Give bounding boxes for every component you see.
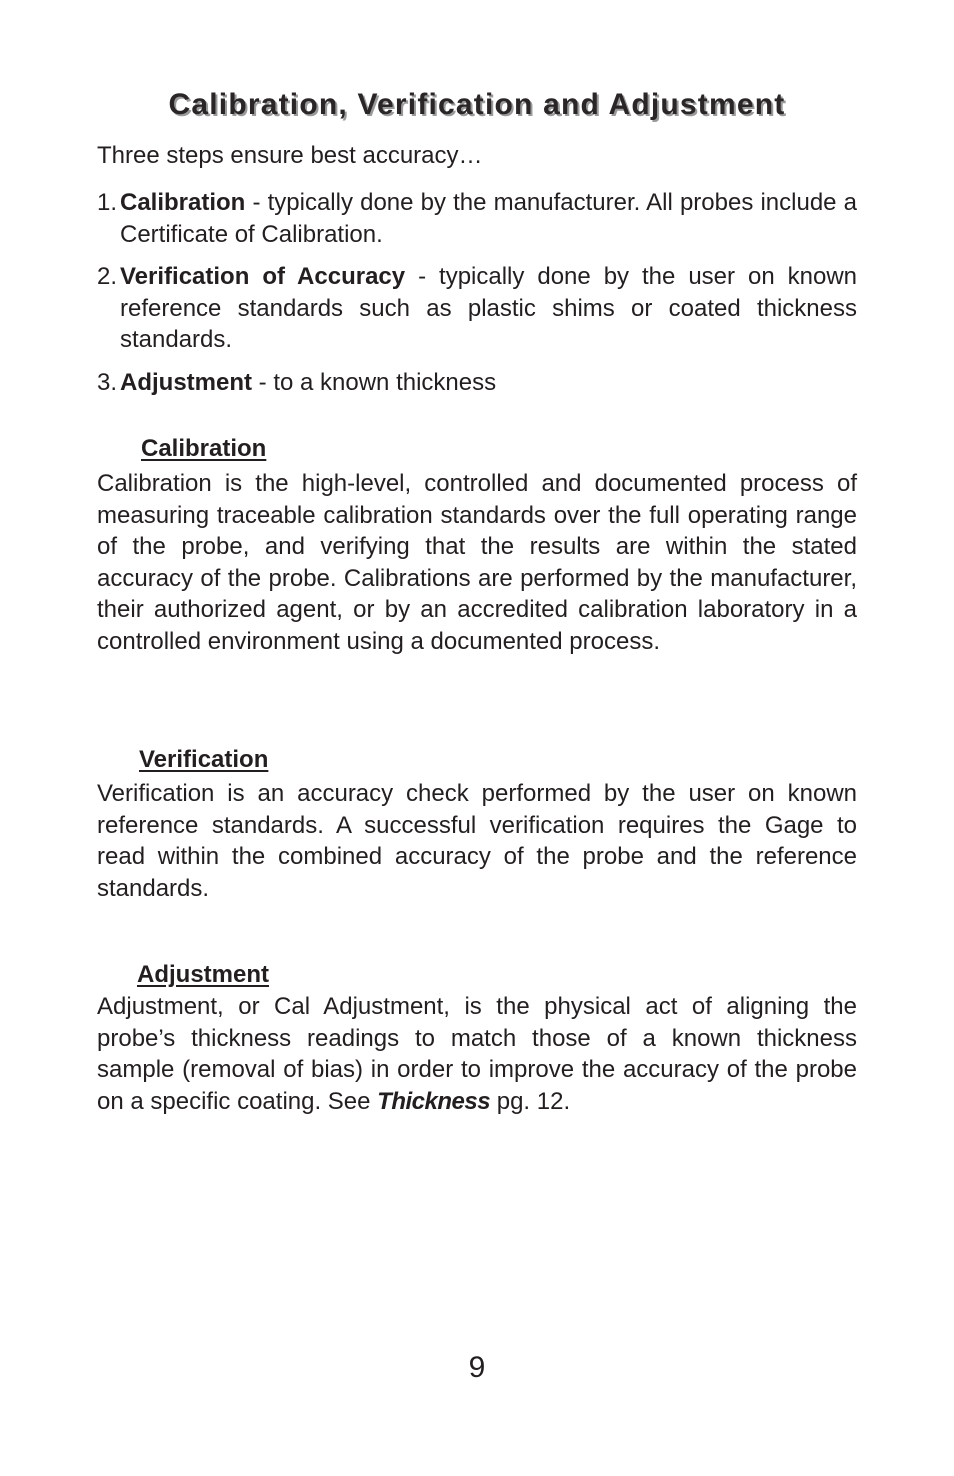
step-item-calibration [97, 187, 857, 250]
adjustment-body-text: Adjustment, or Cal Adjustment, is the physical act of aligning the probe’s thickness readings to match those of a known thickness sample (removal of bias) in order to improve the accuracy of the probe on a specific coating. See [97, 993, 857, 1115]
intro-text: Three steps ensure best accuracy… [97, 142, 483, 169]
step-description: - typically done by the manufacturer. All probes include a Certificate of Calibration. [120, 189, 857, 248]
verification-heading: Verification [139, 746, 269, 773]
page-title: Calibration, Verification and Adjustment [168, 88, 786, 121]
step-number: 2. [97, 263, 118, 291]
step-description: - typically done by the user on known reference standards such as plastic shims or coated thickness standards. [120, 263, 857, 354]
calibration-body: Calibration is the high-level, controlled and documented process of measuring traceable calibration standards over the full operating range of the probe, and verifying that the results are within the stated accuracy of the probe. Calibrations are performed by the manufacturer, their authorized agent, or by an accredited calibration laboratory in a controlled environment using a documented process. [97, 470, 857, 655]
verification-body: Verification is an accuracy check performed by the user on known reference standards. A successful verification requires the Gage to read within the combined accuracy of the probe and the reference standards. [97, 780, 857, 902]
adjustment-body [97, 991, 857, 1117]
calibration-heading: Calibration [141, 435, 267, 462]
page-number: 9 [468, 1351, 486, 1384]
step-item-adjustment [97, 367, 857, 399]
thickness-reference: Thickness [377, 1087, 491, 1115]
step-number: 1. [97, 189, 118, 216]
step-term: Calibration [120, 189, 246, 216]
step-item-verification [97, 261, 857, 356]
step-description: - to a known thickness [252, 368, 497, 396]
step-term: Verification of Accuracy [120, 263, 406, 291]
step-term: Adjustment [120, 368, 252, 396]
adjustment-heading: Adjustment [137, 961, 269, 988]
adjustment-page-ref: pg. 12. [490, 1087, 571, 1115]
steps-list [97, 187, 857, 410]
step-number: 3. [97, 368, 118, 396]
